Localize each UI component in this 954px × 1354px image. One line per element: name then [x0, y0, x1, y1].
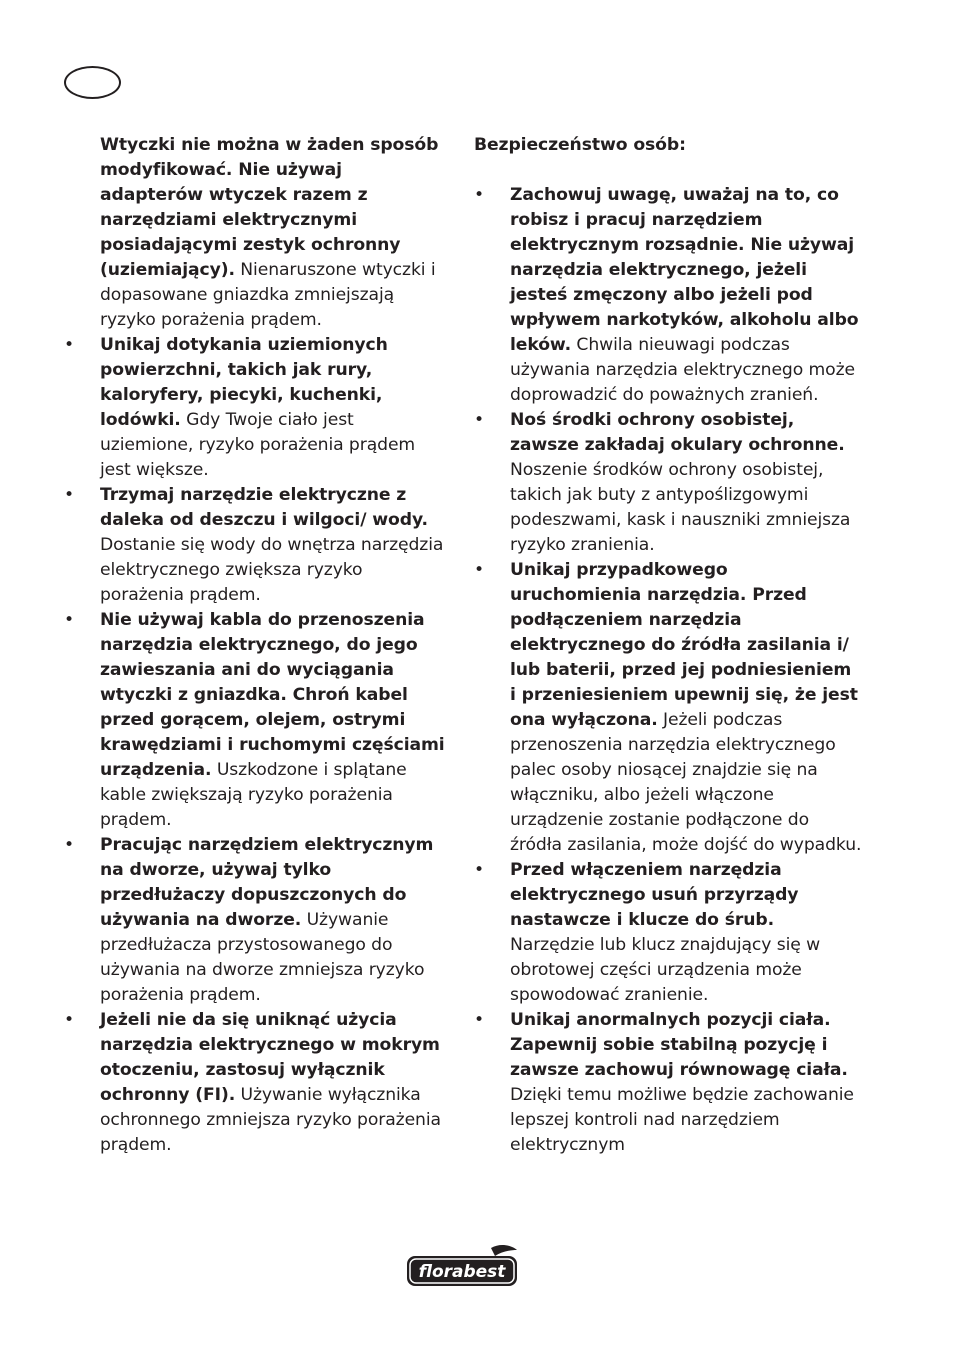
item-bold-text: Noś środki ochrony osobistej, zawsze zakładaj okulary ochronne.: [510, 410, 845, 455]
bullet: •: [474, 410, 485, 430]
florabest-logo: [405, 1244, 519, 1288]
item-normal-text: Noszenie środków ochrony osobistej, takich jak buty z antypoślizgowymi podeszwami, kask i nauszniki zmniejsza ryzyko zranienia.: [510, 460, 851, 555]
item-bold-text: Unikaj anormalnych pozycji ciała. Zapewnij sobie stabilną pozycję i zawsze zachowuj równowagę ciała.: [510, 1010, 848, 1080]
language-badge-oval: [64, 66, 121, 99]
bullet: •: [474, 860, 485, 880]
item-normal-text: Używanie wyłącznika ochronnego zmniejsza ryzyko porażenia prądem.: [100, 1085, 441, 1155]
item-bold-text: Nie używaj kabla do przenoszenia narzędzia elektrycznego, do jego zawieszania ani do wyciągania wtyczki z gniazdka. Chroń kabel przed gorącem, olejem, ostrymi krawędziami i ruchomymi częściami urządzenia.: [100, 610, 445, 780]
list-item: [474, 558, 862, 858]
item-bold-text: Unikaj dotykania uziemionych powierzchni, takich jak rury, kaloryfery, piecyki, kuchenki, lodówki.: [100, 335, 388, 430]
item-normal-text: Uszkodzone i splątane kable zwiększają ryzyko porażenia prądem.: [100, 760, 407, 830]
list-item: [64, 608, 448, 833]
bullet: •: [64, 335, 75, 355]
item-bold-text: Pracując narzędziem elektrycznym na dworze, używaj tylko przedłużaczy dopuszczonych do używania na dworze.: [100, 835, 434, 930]
item-normal-text: Dzięki temu możliwe będzie zachowanie lepszej kontroli nad narzędziem elektrycznym: [510, 1085, 854, 1155]
item-bold-text: Jeżeli nie da się uniknąć użycia narzędzia elektrycznego w mokrym otoczeniu, zastosuj wyłącznik ochronny (FI).: [100, 1010, 440, 1105]
bullet: •: [64, 835, 75, 855]
item-normal-text: Dostanie się wody do wnętrza narzędzia elektrycznego zwiększa ryzyko porażenia prądem.: [100, 535, 444, 605]
list-item-continuation: [64, 133, 448, 333]
bullet: •: [474, 185, 485, 205]
item-bold-text: Wtyczki nie można w żaden sposób modyfikować. Nie używaj adapterów wtyczek razem z narzędziami elektrycznymi posiadającymi zestyk ochronny (uziemiający).: [100, 135, 439, 280]
left-column: [64, 133, 448, 1158]
item-bold-text: Trzymaj narzędzie elektryczne z daleka od deszczu i wilgoci/ wody.: [100, 485, 428, 530]
item-normal-text: Narzędzie lub klucz znajdujący się w obrotowej części urządzenia może spowodować zranienie.: [510, 935, 821, 1005]
list-item: [64, 1008, 448, 1158]
item-normal-text: Chwila nieuwagi podczas używania narzędzia elektrycznego może doprowadzić do poważnych zranień.: [510, 335, 855, 405]
item-normal-text: Jeżeli podczas przenoszenia narzędzia elektrycznego palec osoby niosącej znajdzie się na włączniku, albo jeżeli włączone urządzenie zostanie podłączone do źródła zasilania, może dojść do wypadku.: [510, 710, 862, 855]
bullet: •: [474, 560, 485, 580]
logo-text: florabest: [418, 1262, 506, 1282]
item-normal-text: Gdy Twoje ciało jest uziemione, ryzyko porażenia prądem jest większe.: [100, 410, 416, 480]
list-item: [64, 483, 448, 608]
right-column: [474, 133, 862, 1158]
bullet: •: [64, 1010, 75, 1030]
list-item: [474, 408, 862, 558]
list-item: [64, 833, 448, 1008]
bullet: •: [64, 610, 75, 630]
section-heading: Bezpieczeństwo osób:: [474, 135, 686, 155]
item-bold-text: Zachowuj uwagę, uważaj na to, co robisz i pracuj narzędziem elektrycznym rozsądnie. Nie używaj narzędzia elektrycznego, jeżeli jesteś zmęczony albo jeżeli pod wpływem narkotyków, alkoholu albo leków.: [510, 185, 859, 355]
list-item: [474, 1008, 862, 1158]
list-item: [64, 333, 448, 483]
item-normal-text: Nienaruszone wtyczki i dopasowane gniazdka zmniejszają ryzyko porażenia prądem.: [100, 260, 436, 330]
item-normal-text: Używanie przedłużacza przystosowanego do używania na dworze zmniejsza ryzyko porażenia prądem.: [100, 910, 425, 1005]
bullet: •: [64, 485, 75, 505]
item-bold-text: Przed włączeniem narzędzia elektrycznego usuń przyrządy nastawcze i klucze do śrub.: [510, 860, 799, 930]
bullet: •: [474, 1010, 485, 1030]
item-bold-text: Unikaj przypadkowego uruchomienia narzędzia. Przed podłączeniem narzędzia elektrycznego do źródła zasilania i/ lub baterii, przed jej podniesieniem i przeniesieniem upewnij się, że jest ona wyłączona.: [510, 560, 858, 730]
list-item: [474, 183, 862, 408]
list-item: [474, 858, 862, 1008]
